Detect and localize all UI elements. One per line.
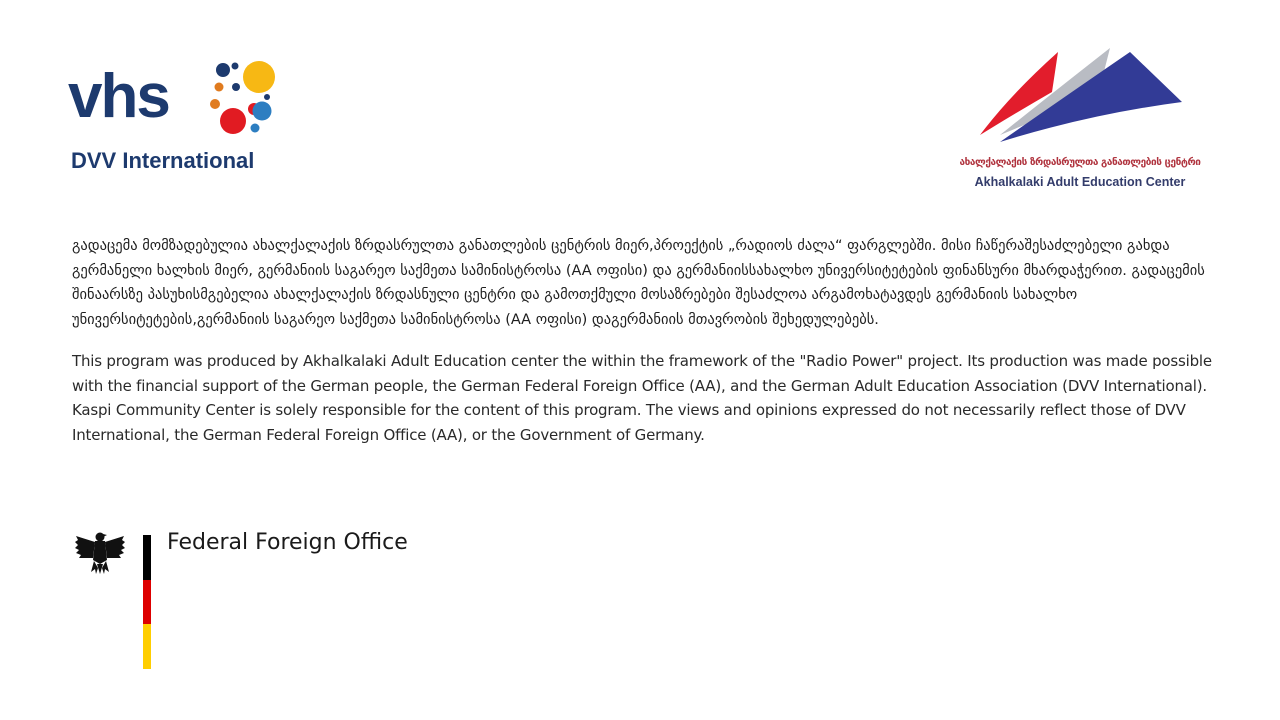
dvv-international-label: DVV International xyxy=(71,148,255,173)
aaec-mark-icon xyxy=(970,40,1200,148)
flag-stripe-gold xyxy=(143,624,151,669)
aaec-english-name: Akhalkalaki Adult Education Center xyxy=(974,175,1186,189)
german-flag-bar xyxy=(143,535,151,669)
disclaimer-text xyxy=(72,234,1222,447)
english-disclaimer-1: This program was produced by Akhalkalaki Adult Education center the within the framework of the "Radio Power" project. Its production was made possible with the financial support of the German people, the German Federal Foreign Office (AA), and the German Adult Education Association (DVV International). xyxy=(72,352,1212,395)
federal-foreign-office-logo xyxy=(72,528,492,678)
vhs-dvv-logo xyxy=(68,58,288,178)
english-disclaimer-2: Kaspi Community Center is solely responsible for the content of this program. The views and opinions expressed do not necessarily reflect those of DVV International, the German Federal Foreign Office (AA), or the Government of Germany. xyxy=(72,401,1186,444)
aaec-georgian-name: ახალქალაქის ზრდასრულთა განათლების ცენტრი xyxy=(959,157,1201,168)
georgian-disclaimer: გადაცემა მომზადებულია ახალქალაქის ზრდასრულთა განათლების ცენტრის მიერ,პროექტის „რადიოს ძალა“ ფარგლებში. მისი ჩაწერაშესაძლებელი გახდა გერმანელი ხალხის მიერ, გერმანიის საგარეო საქმეთა სამინისტროსა (AA ოფისი) და გერმანიისსახალხო უნივერსიტეტების ფინანსური მხარდაჭერით. გადაცემის შინაარსზე პასუხისმგებელია ახალქალაქის ზრდასნული ცენტრი და გამოთქმული მოსაზრებები შესაძლოა არგამოხატავდეს გერმანიის სახალხო უნივერსიტეტების,გერმანიის საგარეო საქმეთა სამინისტროსა (AA ოფისი) დაგერმანიის მთავრობის შეხედულებებს. xyxy=(72,238,1205,328)
flag-stripe-red xyxy=(143,580,151,625)
vhs-dots-icon xyxy=(206,58,286,138)
vhs-wordmark: vhs xyxy=(68,62,169,131)
federal-foreign-office-label: Federal Foreign Office xyxy=(167,530,408,555)
aaec-logo xyxy=(930,40,1230,200)
flag-stripe-black xyxy=(143,535,151,580)
german-eagle-icon xyxy=(74,528,126,578)
